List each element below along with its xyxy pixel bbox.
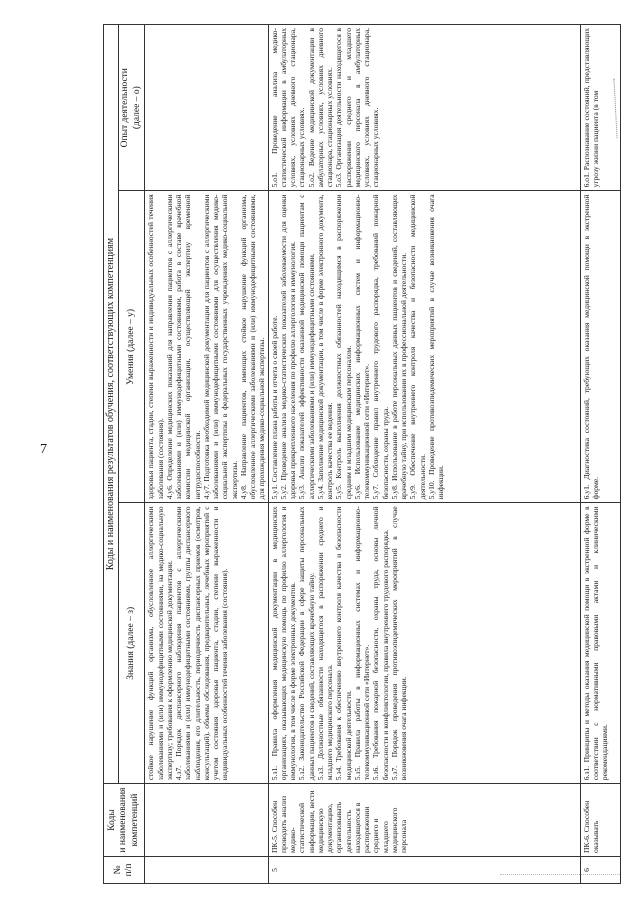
page-number: 7	[40, 442, 47, 457]
row-knowledge: 5.з1. Правила оформления медицинской документации в медицинских организациях, оказывающих медицинскую помощь по профилю аллергология и иммунология, в том числе в форме электронных документов. 5.з2. Законодательство Российской Федерации в сфере защиты персональных данных пациентов и сведений, составляющих врачебную тайну. 5.з3. Должностные обязанности находящегося в распоряжении среднего и младшего медицинского персонала. 5.з4. Требования к обеспечению внутреннего контроля качества и безопасности медицинской деятельности. 5.з5. Правила работы в информационных системах и информационно-телекоммуникационной сети «Интернет». 5.з6. Требования пожарной безопасности, охраны труда, основы личной безопасности и конфликтологии, правила внутреннего трудового распорядка. 5.з7. Порядок проведения противоэпидемических мероприятий в случае возникновения очага инфекции.	[268, 503, 580, 784]
row-experience	[145, 25, 268, 191]
row-competency: ПК-6. Способен оказывать	[580, 784, 620, 857]
row-experience: 5.о1. Проведение анализа медико-статистической информации в амбулаторных условиях, условиях дневного стационара, стационарных условиях. 5.о2. Ведение медицинской документации в амбулаторных условиях, условиях дневного стационара, стационарных условиях. 5.о3. Организация деятельности находящегося в распоряжении среднего и младшего медицинского персонала в амбулаторных условиях, условиях дневного стационара, стационарных условиях.	[268, 25, 580, 191]
row-knowledge: 6.з1. Принципы и методы оказания медицинской помощи в экстренной форме в соответствии с нормативными правовыми актами и клиническими рекомендациями.	[580, 503, 620, 784]
table-header-row	[104, 25, 119, 884]
table-subheader-row	[119, 25, 145, 884]
row-skills: здоровья пациента, стадии, степени выраженности и индивидуальных особенностей течения заболевания (состояния). 4.у6. Определение медицинских показаний для направления пациентов с аллергическими заболеваниями и (или) иммунодефицитными состояниями, работа в составе врачебной комиссии медицинской организации, осуществляющей экспертизу временной нетрудоспособности. 4.у7. Подготовка необходимой медицинской документации для пациентов с аллергическими заболеваниями и (или) иммунодефицитными состояниями для осуществления медико-социальной экспертизы в федеральных государственных учреждениях медико-социальной экспертизы. 4.у8. Направление пациентов, имеющих стойкое нарушение функций организма, обусловленное аллергическими заболеваниями и (или) иммунодефицитными состояниями, для прохождения медико-социальной экспертизы.	[145, 191, 268, 503]
table-row	[580, 25, 620, 884]
header-competency: Коды и наименования компетенций	[104, 784, 145, 857]
header-experience: Опыт деятельности (далее – о)	[119, 25, 145, 191]
header-main-title: Коды и наименования результатов обучения, соответствующих компетенциям	[104, 25, 119, 784]
row-skills: 5.у1. Составление плана работы и отчета о своей работе. 5.у2. Проведение анализа медико-статистических показателей заболеваемости для оценки здоровья прикрепленного населения по профилю аллергология и иммунология. 5.у3. Анализ показателей эффективности оказанной медицинской помощи пациентам с аллергическими заболеваниями и (или) иммунодефицитными состояниями. 5.у4. Заполнение медицинской документации, в том числе в форме электронного документа, контроль качества ее ведения. 5.у5. Контроль выполнения должностных обязанностей находящимся в распоряжении средним и младшим медицинским персоналом. 5.у6. Использование медицинских информационных систем и информационно-телекоммуникационной сети «Интернет». 5.у7. Соблюдение правил внутреннего трудового распорядка, требований пожарной безопасности, охраны труда. 5.у8. Использование в работе персональных данных пациентов и сведений, составляющих врачебную тайну, при использовании их в профессиональной деятельности. 5.у9. Обеспечение внутреннего контроля качества и безопасности медицинской деятельности. 5.у10. Проведение противоэпидемических мероприятий в случае возникновения очага инфекции.	[268, 191, 580, 503]
row-competency	[145, 784, 268, 857]
row-knowledge: стойкое нарушение функций организма, обусловленное аллергическими заболеваниями и (или) иммунодефицитными состояниями, на медико-социальную экспертизу; требования к оформлению медицинской документации. 4.з7. Порядок диспансерного наблюдения пациентов с аллергическими заболеваниями и (или) иммунодефицитными состояниями, группы диспансерного наблюдения, его длительность, периодичность диспансерных приемов (осмотров, консультаций), объемы обследования, предварительных, лечебных мероприятий с учетом состояния здоровья пациента, стадии, степени выраженности и индивидуальных особенностей течения заболевания (состояния).	[145, 503, 268, 784]
row-competency: ПК-5. Способен проводить анализ медико-статистической информации, вести медицинскую документацию, организовывать деятельность находящегося в распоряжении среднего и младшего медицинского персонала	[268, 784, 580, 857]
header-num: № п/п	[104, 856, 145, 883]
table-row	[268, 25, 580, 884]
header-skills: Умения (далее – у)	[119, 191, 145, 503]
competency-table	[103, 24, 621, 884]
row-num: 6	[580, 856, 620, 883]
row-experience: 6.о1. Распознавание состояний, представляющих угрозу жизни пациента (в том	[580, 25, 620, 191]
rotated-document	[103, 24, 625, 884]
header-knowledge: Знания (далее – з)	[119, 503, 145, 784]
table-row	[145, 25, 268, 884]
row-num: 5	[268, 856, 580, 883]
row-skills: 6.у1. Диагностика состояний, требующих оказания медицинской помощи в экстренной форме.	[580, 191, 620, 503]
row-num	[145, 856, 268, 883]
